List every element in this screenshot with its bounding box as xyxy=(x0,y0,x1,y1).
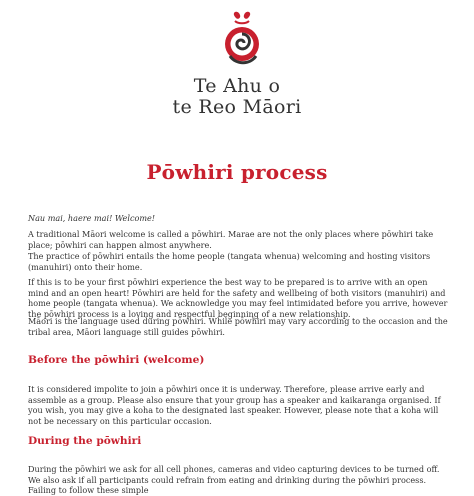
paragraph-intro: A traditional Māori welcome is called a pōwhiri. Marae are not the only places where pōwhiri take place; pōwhiri can happen almost anywhere. xyxy=(28,229,434,250)
logo-text-line-1: Te Ahu o xyxy=(193,75,281,97)
section-body-during: During the pōwhiri we ask for all cell phones, cameras and video capturing devices to be turned off. We also ask if all participants could refrain from eating and drinking during the pōwhiri process. Failing to follow these simple xyxy=(28,464,440,496)
logo-text-line-2: te Reo Māori xyxy=(172,96,302,118)
paragraph-first-experience: If this is to be your first pōwhiri experience the best way to be prepared is to arrive with an open mind and an open heart! Pōwhiri are held for the safety and wellbeing of both visitors (manuhiri) and home people (tangata whenua). We acknowledge you may feel intimidated before you arrive, however the pōwhiri process is a loving and respectful beginning of a new relationship. xyxy=(28,277,448,319)
page-title: Pōwhiri process xyxy=(146,160,328,184)
paragraph-practice: The practice of pōwhiri entails the home people (tangata whenua) welcoming and hosting visitors (manuhiri) onto their home. xyxy=(28,251,431,272)
paragraph-language: Māori is the language used during pōwhiri. While pōwhiri may vary according to the occasion and the tribal area, Māori language still guides pōwhiri. xyxy=(28,316,448,337)
logo-mark-icon xyxy=(216,10,268,70)
section-heading-before: Before the pōwhiri (welcome) xyxy=(28,354,205,366)
section-heading-during: During the pōwhiri xyxy=(28,435,142,447)
greeting-text: Nau mai, haere mai! Welcome! xyxy=(28,213,156,224)
section-body-before: It is considered impolite to join a pōwhiri once it is underway. Therefore, please arrive early and assemble as a group. Please also ensure that your group has a speaker and kaikaranga organised. If you wish, you may give a koha to the designated last speaker. However, please note that a koha will not be necessary on this particular occasion. xyxy=(28,384,441,426)
